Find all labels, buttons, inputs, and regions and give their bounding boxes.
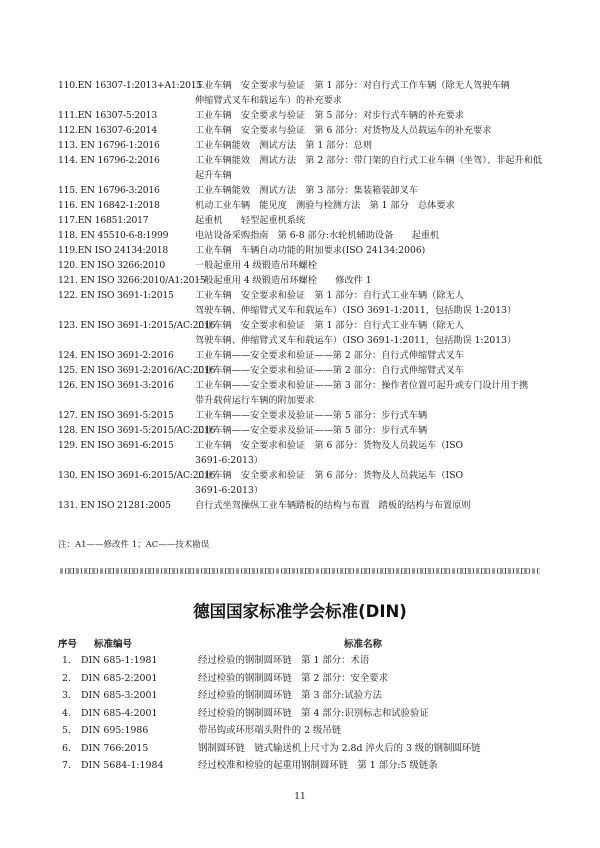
standard-code: 112.EN 16307-6:2014 <box>58 125 157 136</box>
standard-title <box>195 123 558 138</box>
list-item <box>58 183 558 198</box>
table-row <box>58 687 558 705</box>
title-line: 工业车辆 安全要求与验证 第 5 部分：对步行式车辆的补充要求 <box>195 110 464 121</box>
standard-code: 128. EN ISO 3691-5:2015/AC:2016 <box>58 425 216 436</box>
title-line: 起重机 轻型起重机系统 <box>195 215 306 226</box>
list-item <box>58 228 558 243</box>
title-line: 3691-6:2013） <box>195 455 263 466</box>
standard-title <box>195 423 558 438</box>
list-item <box>58 213 558 228</box>
title-line: 驾驶车辆、伸缩臂式叉车和载运车）（ISO 3691-1:2011，包括勘误 1:2013） <box>195 335 517 346</box>
standard-title <box>195 198 558 213</box>
standard-code: 111.EN 16307-5:2013 <box>58 110 157 121</box>
title-line: 工业车辆 安全要求与验证 第 1 部分：对自行式工作车辆（除无人驾驶车辆 <box>195 80 510 91</box>
title-line: 工业车辆 安全要求和验证 第 1 部分：自行式工业车辆（除无人 <box>195 320 464 331</box>
list-item <box>58 258 558 273</box>
standard-code: 121. EN ISO 3266:2010/A1:2015 <box>58 275 206 286</box>
section-divider <box>60 568 540 574</box>
title-line: 工业车辆——安全要求及验证——第 5 部分：步行式车辆 <box>195 410 428 421</box>
title-line: 工业车辆能效 测试方法 第 3 部分：集装箱装卸叉车 <box>195 185 418 196</box>
list-item <box>58 318 558 348</box>
standard-code: 126. EN ISO 3691-3:2016 <box>58 380 174 391</box>
title-line: 工业车辆 车辆自动功能的附加要求(ISO 24134:2006) <box>195 245 426 256</box>
list-item <box>58 108 558 123</box>
footnote: 注：A1——修改件 1；AC——技术勘误 <box>58 540 210 550</box>
table-row <box>58 652 558 670</box>
standard-code: 118. EN 45510-6-8:1999 <box>58 230 169 241</box>
list-item <box>58 378 558 408</box>
standard-title: 钢制圆环链 链式输送机上尺寸为 2.8d 淬火后的 3 级的钢制圆环链 <box>198 742 481 754</box>
standard-code: 115. EN 16796-3:2016 <box>58 185 160 196</box>
standard-code: DIN 685-1:1981 <box>81 655 158 666</box>
standard-code: DIN 695:1986 <box>81 725 149 736</box>
list-item <box>58 288 558 318</box>
title-line: 工业车辆——安全要求和验证——第 2 部分：自行式伸缩臂式叉车 <box>195 365 464 376</box>
list-item <box>58 153 558 183</box>
standard-title <box>195 213 558 228</box>
title-line: 伸缩臂式叉车和载运车）的补充要求 <box>195 95 342 106</box>
list-item <box>58 243 558 258</box>
title-line: 机动工业车辆 能见度 测验与检测方法 第 1 部分 总体要求 <box>195 200 455 211</box>
standard-code: 125. EN ISO 3691-2:2016/AC:2016 <box>58 365 216 376</box>
standard-code: 127. EN ISO 3691-5:2015 <box>58 410 174 421</box>
list-item <box>58 363 558 378</box>
table-row <box>58 757 558 775</box>
row-number: 2. <box>62 672 71 684</box>
title-line: 工业车辆 安全要求和验证 第 1 部分：自行式工业车辆（除无人 <box>195 290 464 301</box>
title-line: 工业车辆 安全要求和验证 第 6 部分：货物及人员载运车（ISO <box>195 440 464 451</box>
standard-title <box>195 183 558 198</box>
table-row <box>58 670 558 688</box>
standard-code: 110.EN 16307-1:2013+A1:2015 <box>58 80 203 91</box>
row-number: 7. <box>62 760 71 771</box>
standard-title: 带吊钩或环形端头附件的 2 级吊链 <box>198 725 342 736</box>
standard-code: DIN 5684-1:1984 <box>81 760 164 771</box>
table-header <box>58 636 558 650</box>
standard-code: 119.EN ISO 24134:2018 <box>58 245 169 256</box>
title-line: 工业车辆能效 测试方法 第 2 部分：带门架的自行式工业车辆（坐驾）、非起升和低 <box>195 155 543 166</box>
title-line: 带升载荷运行车辆的附加要求 <box>195 395 315 406</box>
standard-code: 120. EN ISO 3266:2010 <box>58 260 166 271</box>
standard-title <box>195 318 558 348</box>
section-title: 德国国家标准学会标准(DIN) <box>193 602 407 621</box>
list-item <box>58 438 558 468</box>
standard-code: 116. EN 16842-1:2018 <box>58 200 160 211</box>
standard-code: 113. EN 16796-1:2016 <box>58 140 160 151</box>
standard-title: 经过检验的钢制圆环链 第 4 部分:识别标志和试验验证 <box>198 707 429 719</box>
din-standards-table <box>58 652 558 775</box>
list-item <box>58 123 558 138</box>
standard-code: 129. EN ISO 3691-6:2015 <box>58 440 174 451</box>
row-number: 1. <box>62 655 71 666</box>
list-item <box>58 273 558 288</box>
standard-title <box>195 408 558 423</box>
title-line: 工业车辆——安全要求和验证——第 3 部分：操作者位置可起升或专门设计用于携 <box>195 380 529 391</box>
table-row <box>58 722 558 740</box>
standard-title: 经过检验的钢制圆环链 第 1 部分：术语 <box>198 655 370 666</box>
standard-title <box>195 288 558 318</box>
standard-code: 114. EN 16796-2:2016 <box>58 155 160 166</box>
standard-code: 124. EN ISO 3691-2:2016 <box>58 350 174 361</box>
column-header-name: 标准名称 <box>344 639 383 650</box>
standard-title <box>195 108 558 123</box>
list-item <box>58 468 558 498</box>
row-number: 5. <box>62 725 71 736</box>
column-header-no: 序号 <box>58 639 78 650</box>
standard-title <box>195 138 558 153</box>
title-line: 3691-6:2013） <box>195 485 263 496</box>
row-number: 3. <box>62 690 71 701</box>
list-item <box>58 423 558 438</box>
title-line: 工业车辆 安全要求与验证 第 6 部分：对货物及人员载运车的补充要求 <box>195 125 492 136</box>
list-item <box>58 498 558 513</box>
standard-code: DIN 766:2015 <box>81 742 149 754</box>
standard-title <box>195 258 558 273</box>
standard-code: 122. EN ISO 3691-1:2015 <box>58 290 174 301</box>
standard-title <box>195 468 558 498</box>
list-item <box>58 78 558 108</box>
standard-code: DIN 685-3:2001 <box>81 690 158 701</box>
standard-title <box>195 243 558 258</box>
title-line: 工业车辆——安全要求和验证——第 2 部分：自行式伸缩臂式叉车 <box>195 350 464 361</box>
row-number: 6. <box>62 742 71 754</box>
title-line: 工业车辆 安全要求和验证 第 6 部分：货物及人员载运车（ISO <box>195 470 464 481</box>
row-number: 4. <box>62 707 71 719</box>
standard-code: 123. EN ISO 3691-1:2015/AC:2016 <box>58 320 216 331</box>
title-line: 电站设备采购指南 第 6-8 部分:水轮机辅助设备 起重机 <box>195 230 440 241</box>
standard-title: 经过校准和检验的起重用钢制圆环链 第 1 部分:5 级链条 <box>198 760 438 771</box>
standard-code: 131. EN ISO 21281:2005 <box>58 500 171 511</box>
standard-title <box>195 498 558 513</box>
list-item <box>58 198 558 213</box>
title-line: 起升车辆 <box>195 170 232 181</box>
en-standards-list <box>58 78 558 513</box>
standard-title <box>195 363 558 378</box>
standard-code: 117.EN 16851:2017 <box>58 215 149 226</box>
title-line: 自行式坐驾操纵工业车辆踏板的结构与布置 踏板的结构与布置原则 <box>195 500 471 511</box>
standard-code: DIN 685-2:2001 <box>81 672 158 684</box>
list-item <box>58 348 558 363</box>
list-item <box>58 408 558 423</box>
table-row <box>58 705 558 723</box>
standard-code: 130. EN ISO 3691-6:2015/AC:2016 <box>58 470 216 481</box>
standard-title <box>195 273 558 288</box>
title-line: 一般起重用 4 级锻造吊环螺栓 <box>195 260 317 271</box>
standard-title <box>195 348 558 363</box>
standard-title <box>195 78 558 108</box>
title-line: 一般起重用 4 级锻造吊环螺栓 修改件 1 <box>195 275 372 286</box>
column-header-code: 标准编号 <box>94 639 133 650</box>
standard-title <box>195 228 558 243</box>
standard-title: 经过检验的钢制圆环链 第 3 部分:试验方法 <box>198 690 382 701</box>
standard-title: 经过检验的钢制圆环链 第 2 部分：安全要求 <box>198 672 389 684</box>
standard-code: DIN 685-4:2001 <box>81 707 158 719</box>
title-line: 工业车辆能效 测试方法 第 1 部分：总则 <box>195 140 373 151</box>
title-line: 工业车辆——安全要求及验证——第 5 部分：步行式车辆 <box>195 425 428 436</box>
standard-title <box>195 153 558 183</box>
title-line: 驾驶车辆、伸缩臂式叉车和载运车）（ISO 3691-1:2011，包括勘误 1:2013） <box>195 305 517 316</box>
standard-title <box>195 378 558 408</box>
standard-title <box>195 438 558 468</box>
page-number: 11 <box>294 792 306 802</box>
list-item <box>58 138 558 153</box>
table-row <box>58 740 558 758</box>
